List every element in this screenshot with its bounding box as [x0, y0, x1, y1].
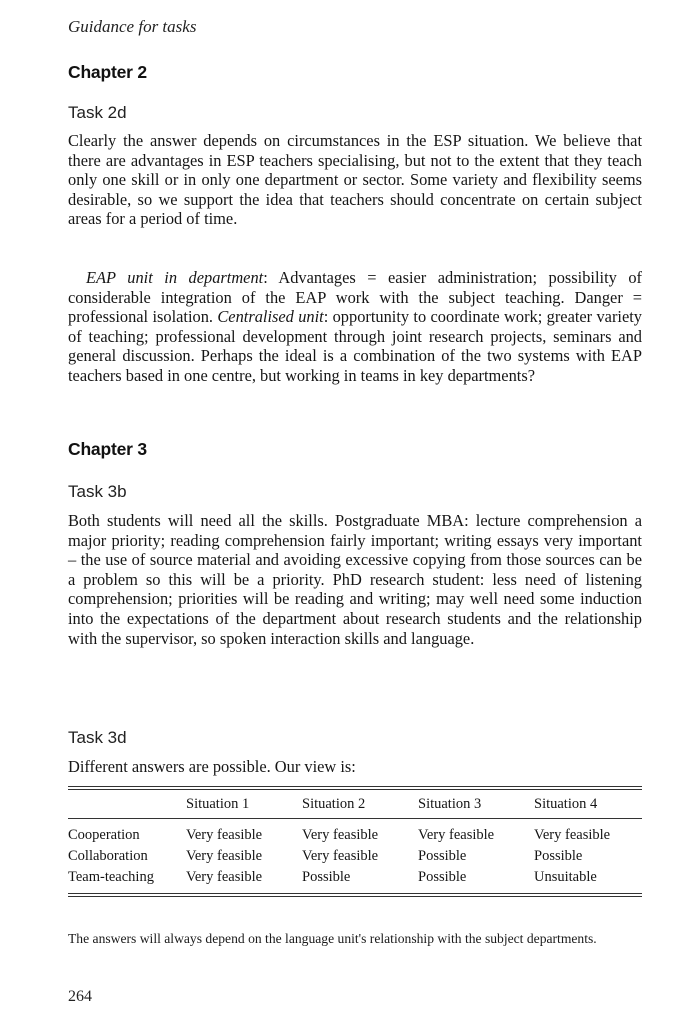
table-cell: Possible	[534, 848, 583, 864]
table-bottom-rule	[68, 893, 642, 897]
header-cell: Situation 3	[418, 795, 482, 812]
table-cell: Very feasible	[302, 827, 379, 843]
header-cell: Situation 4	[534, 795, 598, 812]
row-label: Collaboration	[68, 848, 148, 864]
table-cell: Very feasible	[302, 848, 379, 864]
table-cell: Very feasible	[186, 827, 263, 843]
chapter-2-heading: Chapter 2	[68, 62, 147, 82]
task-2d-paragraph-1: Clearly the answer depends on circumstances in the ESP situation. We believe that there are advantages in ESP teachers specialising, but not to the extent that they teach only one skill or in only one department or sector. Some variety and flexibility seems desirable, so we support the idea that teachers should concentrate on certain subject areas for a period of time.	[68, 131, 642, 229]
table-header-row	[68, 790, 642, 818]
header-cell: Situation 1	[186, 795, 250, 812]
header-cell: Situation 2	[302, 795, 366, 812]
table-cell: Possible	[418, 848, 467, 864]
table-cell: Possible	[302, 869, 351, 885]
task-3b-heading: Task 3b	[68, 482, 127, 501]
running-head: Guidance for tasks	[68, 17, 197, 36]
row-label: Team-teaching	[68, 869, 154, 885]
term-eap-unit: EAP unit in department	[86, 268, 264, 287]
table-header-rule	[68, 818, 642, 819]
task-3d-heading: Task 3d	[68, 728, 127, 747]
table-row	[68, 825, 642, 846]
table-row	[68, 846, 642, 867]
task-2d-paragraph-2	[68, 268, 642, 386]
table-note: The answers will always depend on the language unit's relationship with the subject departments.	[68, 931, 597, 946]
task-3b-paragraph: Both students will need all the skills. Postgraduate MBA: lecture comprehension a major priority; reading comprehension fairly important; writing essays very important – the use of source material and avoiding excessive copying from those sources can be a problem so this will be a priority. PhD research student: less need of listening comprehension; priorities will be reading and writing; may well need some induction into the expectations of the department about research students and the relationship with the supervisor, so spoken interaction skills and language.	[68, 511, 642, 648]
table-cell: Unsuitable	[534, 869, 597, 885]
table-cell: Very feasible	[186, 848, 263, 864]
page-number: 264	[68, 988, 92, 1005]
row-label: Cooperation	[68, 827, 140, 843]
table-cell: Very feasible	[186, 869, 263, 885]
task-3d-intro: Different answers are possible. Our view is:	[68, 757, 356, 776]
task-2d-heading: Task 2d	[68, 103, 127, 122]
table-row	[68, 867, 642, 888]
table-cell: Very feasible	[418, 827, 495, 843]
term-centralised-unit: Centralised unit	[217, 307, 324, 327]
text-centralised-unit: : opportunity to coordinate work; greater variety of teaching; professional development through joint research projects, seminars and general discussion. Perhaps the ideal is a combination of the two systems with EAP teachers based in one centre, but working in teams in key departments?	[68, 307, 642, 385]
situations-table	[68, 786, 642, 897]
text-eap-unit: : Advantages = easier administration; possibility of considerable integration of the EAP work with the subject teaching. Danger = professional isolation.	[68, 268, 642, 327]
table-cell: Possible	[418, 869, 467, 885]
chapter-3-heading: Chapter 3	[68, 439, 147, 459]
table-cell: Very feasible	[534, 827, 611, 843]
